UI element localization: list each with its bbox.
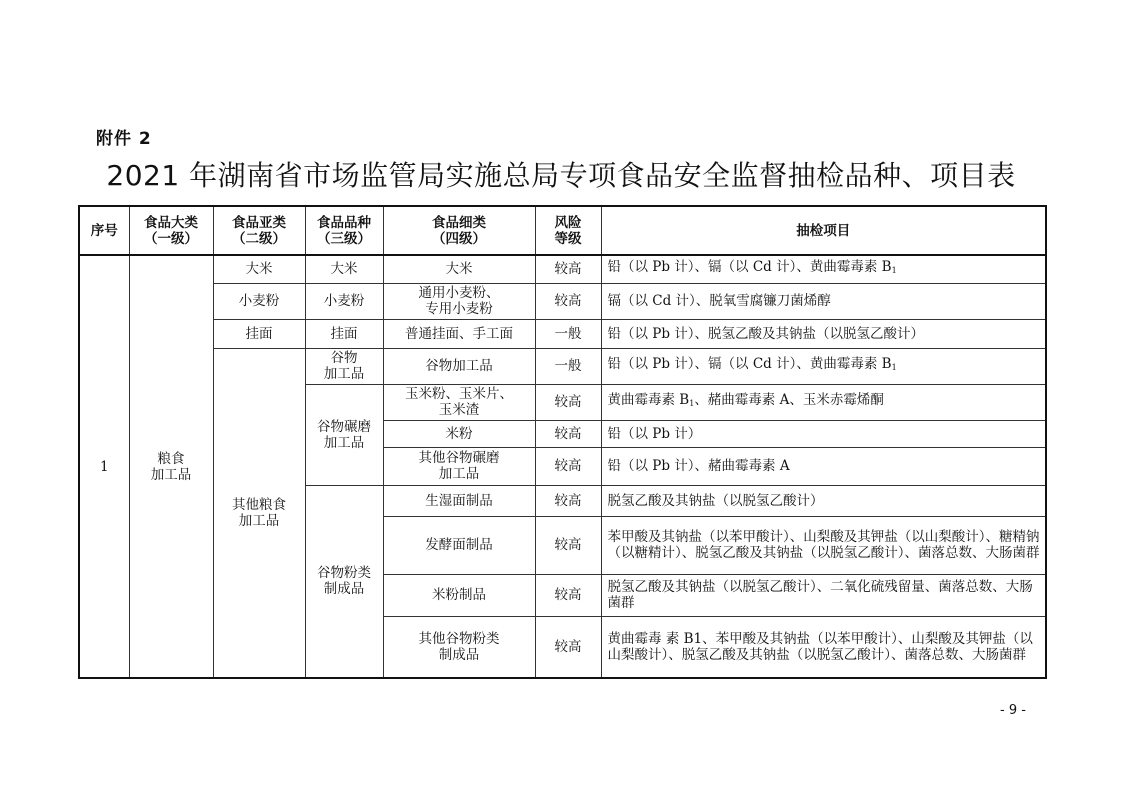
risk-cell: 较高 <box>535 616 601 678</box>
table-row <box>79 348 1046 384</box>
risk-cell: 一般 <box>535 319 601 348</box>
header-cat4: 食品细类 （四级） <box>383 206 535 255</box>
header-items: 抽检项目 <box>601 206 1046 255</box>
items-cell: 镉（以 Cd 计）、脱氧雪腐镰刀菌烯醇 <box>601 283 1046 319</box>
cat1-cell: 粮食 加工品 <box>129 255 213 678</box>
table-row <box>79 255 1046 283</box>
cat4-cell: 通用小麦粉、 专用小麦粉 <box>383 283 535 319</box>
header-cat3: 食品品种 （三级） <box>305 206 383 255</box>
items-cell: 脱氢乙酸及其钠盐（以脱氢乙酸计） <box>601 485 1046 516</box>
cat3-cell: 挂面 <box>305 319 383 348</box>
risk-cell: 较高 <box>535 384 601 420</box>
cat4-cell: 发酵面制品 <box>383 516 535 574</box>
inspection-table <box>78 205 1047 679</box>
cat2-cell: 其他粮食 加工品 <box>213 348 305 678</box>
table-row <box>79 319 1046 348</box>
items-cell: 黄曲霉毒 素 B1、苯甲酸及其钠盐（以苯甲酸计）、山梨酸及其钾盐（以山梨酸计）、脱氢乙酸及其钠盐（以脱氢乙酸计）、菌落总数、大肠菌群 <box>601 616 1046 678</box>
items-cell: 铅（以 Pb 计）、赭曲霉毒素 A <box>601 447 1046 485</box>
attachment-label: 附件 2 <box>96 129 152 149</box>
items-cell: 铅（以 Pb 计） <box>601 420 1046 447</box>
risk-cell: 较高 <box>535 255 601 283</box>
cat3-cell: 谷物碾磨 加工品 <box>305 384 383 485</box>
cat2-cell: 大米 <box>213 255 305 283</box>
cat4-cell: 玉米粉、玉米片、 玉米渣 <box>383 384 535 420</box>
risk-cell: 较高 <box>535 574 601 616</box>
items-cell: 铅（以 Pb 计）、镉（以 Cd 计）、黄曲霉毒素 $B_1$ <box>601 255 1046 283</box>
risk-cell: 较高 <box>535 447 601 485</box>
cat4-cell: 其他谷物碾磨 加工品 <box>383 447 535 485</box>
cat4-cell: 其他谷物粉类 制成品 <box>383 616 535 678</box>
items-cell: 苯甲酸及其钠盐（以苯甲酸计）、山梨酸及其钾盐（以山梨酸计）、糖精钠（以糖精计）、脱氢乙酸及其钠盐（以脱氢乙酸计）、菌落总数、大肠菌群 <box>601 516 1046 574</box>
cat3-cell: 谷物粉类 制成品 <box>305 485 383 678</box>
page-title: 2021 年湖南省市场监管局实施总局专项食品安全监督抽检品种、项目表 <box>106 159 1016 192</box>
cat3-cell: 谷物 加工品 <box>305 348 383 384</box>
risk-cell: 较高 <box>535 516 601 574</box>
table-header-row <box>79 206 1046 255</box>
items-cell: 铅（以 Pb 计）、镉（以 Cd 计）、黄曲霉毒素 $B_1$ <box>601 348 1046 384</box>
cat3-cell: 小麦粉 <box>305 283 383 319</box>
items-cell: 脱氢乙酸及其钠盐（以脱氢乙酸计）、二氧化硫残留量、菌落总数、大肠菌群 <box>601 574 1046 616</box>
items-cell: 铅（以 Pb 计）、脱氢乙酸及其钠盐（以脱氢乙酸计） <box>601 319 1046 348</box>
risk-cell: 较高 <box>535 420 601 447</box>
cat4-cell: 大米 <box>383 255 535 283</box>
cat4-cell: 谷物加工品 <box>383 348 535 384</box>
risk-cell: 一般 <box>535 348 601 384</box>
cat4-cell: 普通挂面、手工面 <box>383 319 535 348</box>
header-cat1: 食品大类 （一级） <box>129 206 213 255</box>
cat4-cell: 米粉制品 <box>383 574 535 616</box>
cat4-cell: 米粉 <box>383 420 535 447</box>
table-row <box>79 283 1046 319</box>
header-seq: 序号 <box>79 206 129 255</box>
cat2-cell: 挂面 <box>213 319 305 348</box>
cat2-cell: 小麦粉 <box>213 283 305 319</box>
seq-cell: 1 <box>79 255 129 678</box>
header-cat2: 食品亚类 （二级） <box>213 206 305 255</box>
cat4-cell: 生湿面制品 <box>383 485 535 516</box>
risk-cell: 较高 <box>535 485 601 516</box>
header-risk: 风险 等级 <box>535 206 601 255</box>
items-cell: 黄曲霉毒素 $B_1$、赭曲霉毒素 A、玉米赤霉烯酮 <box>601 384 1046 420</box>
page-number: - 9 - <box>1000 703 1026 718</box>
risk-cell: 较高 <box>535 283 601 319</box>
cat3-cell: 大米 <box>305 255 383 283</box>
